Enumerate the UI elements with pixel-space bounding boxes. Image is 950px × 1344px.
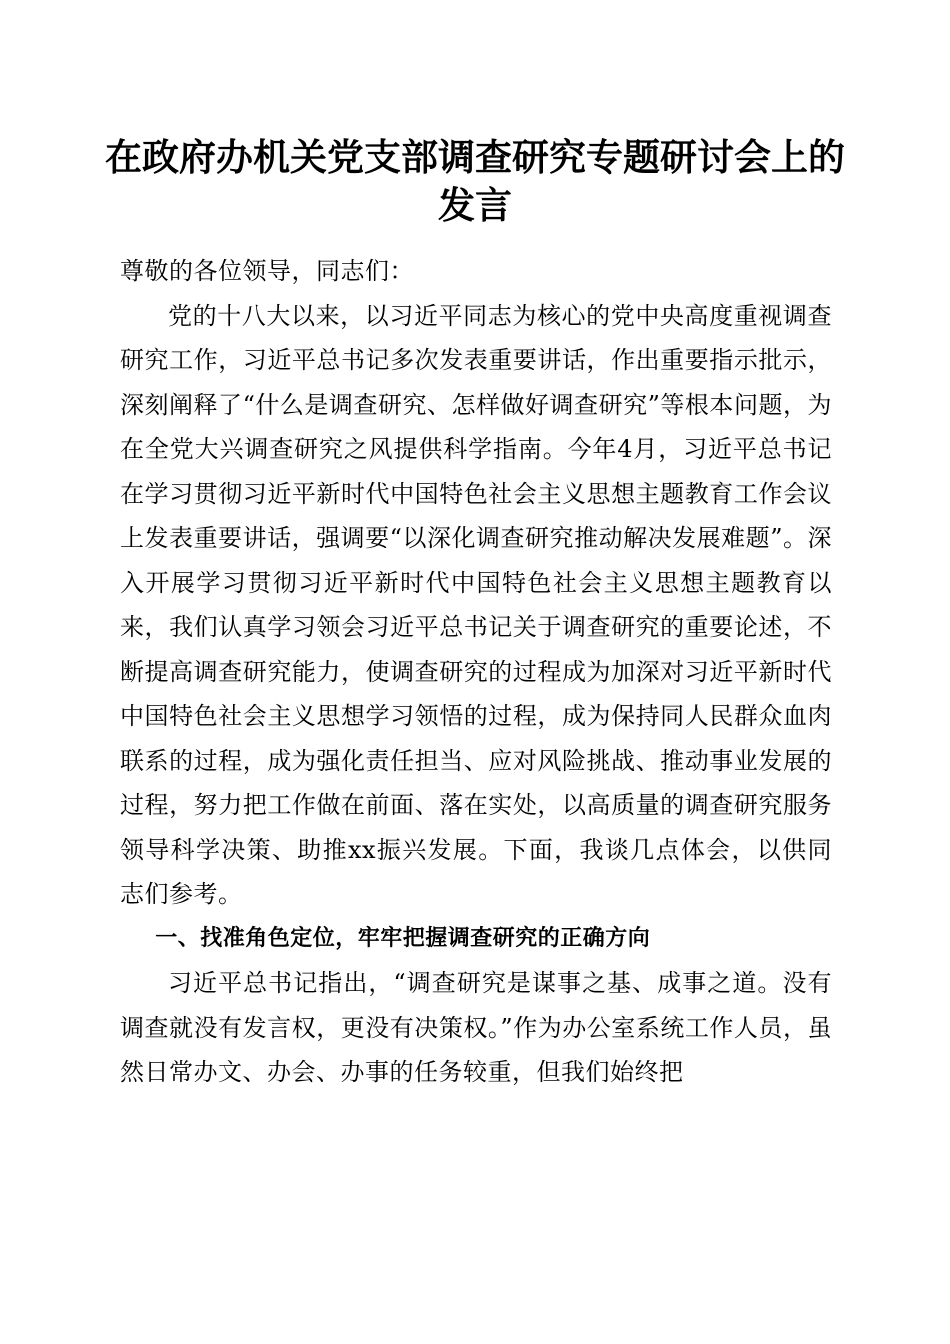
salutation: 尊敬的各位领导，同志们：: [120, 257, 414, 285]
intro-paragraph: 党的十八大以来，以习近平同志为核心的党中央高度重视调查研究工作，习近平总书记多次发表重要讲话，作出重要指示批示，深刻阐释了“什么是调查研究、怎样做好调查研究”等根本问题，为在全党大兴调查研究之风提供科学指南。今年4月，习近平总书记在学习贯彻习近平新时代中国特色社会主义思想主题教育工作会议上发表重要讲话，强调要“以深化调查研究推动解决发展难题”。深入开展学习贯彻习近平新时代中国特色社会主义思想主题教育以来，我们认真学习领会习近平总书记关于调查研究的重要论述，不断提高调查研究能力，使调查研究的过程成为加深对习近平新时代中国特色社会主义思想学习领悟的过程，成为保持同人民群众血肉联系的过程，成为强化责任担当、应对风险挑战、推动事业发展的过程，努力把工作做在前面、落在实处，以高质量的调查研究服务领导科学决策、助推xx振兴发展。下面，我谈几点体会，以供同志们参考。: [120, 301, 832, 908]
document-title: 在政府办机关党支部调查研究专题研讨会上的发言: [105, 135, 845, 227]
section-heading: 一、找准角色定位，牢牢把握调查研究的正确方向: [155, 925, 651, 951]
document-body: [120, 249, 832, 1095]
section-paragraph: 习近平总书记指出，“调查研究是谋事之基、成事之道。没有调查就没有发言权，更没有决策权。”作为办公室系统工作人员，虽然日常办文、办会、办事的任务较重，但我们始终把: [120, 969, 832, 1086]
